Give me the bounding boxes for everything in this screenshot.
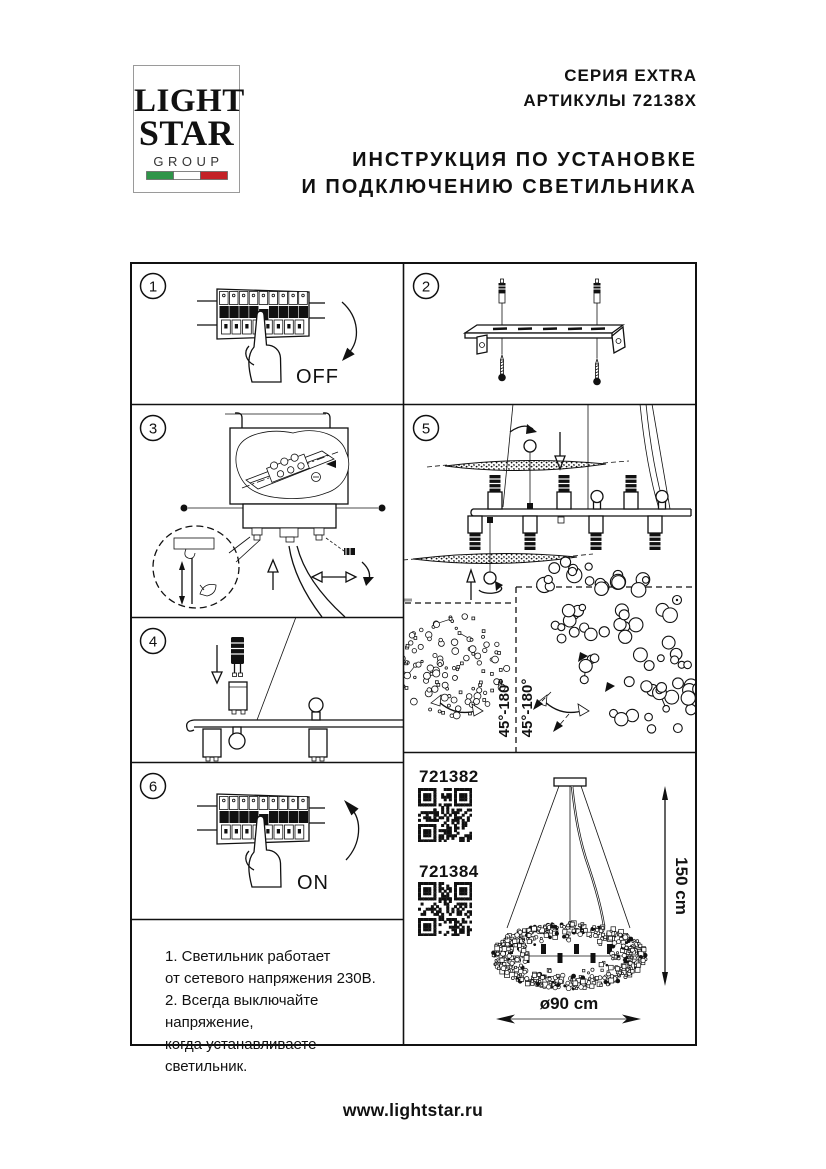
down-arrow-icon — [212, 645, 222, 683]
articles-title: АРТИКУЛЫ 72138X — [523, 91, 697, 110]
step4-panel — [130, 617, 403, 762]
crystal-pattern-full — [403, 614, 510, 719]
step-number-badge — [141, 774, 166, 799]
slide-arrows-icon — [312, 572, 356, 582]
crystal-pattern-zoom — [537, 557, 697, 734]
wall-anchor-icon — [499, 279, 601, 358]
arrow-down-icon — [342, 302, 356, 361]
cable-adjust-detail — [153, 526, 239, 608]
step2-illustration — [403, 262, 697, 404]
screw-icon — [498, 355, 601, 385]
series-title: СЕРИЯ EXTRA — [564, 66, 697, 85]
step-number-badge — [414, 416, 439, 441]
step-number-badge — [414, 274, 439, 299]
lightstar-logo — [133, 65, 245, 193]
logo-word-light: LIGHT — [134, 83, 245, 119]
logo-word-star: STAR — [138, 113, 235, 153]
note-line3: 2. Всегда выключайте напряжение, — [165, 992, 319, 1031]
angle-label-left: 45°-180° — [496, 678, 513, 738]
svg-text:5: 5 — [421, 420, 431, 438]
safety-notes — [130, 919, 403, 1075]
off-label: OFF — [296, 366, 339, 388]
note-line2: от сетевого напряжения 230В. — [165, 970, 376, 987]
step6-panel — [130, 762, 403, 919]
mounting-bracket-icon — [465, 325, 625, 354]
website-url: www.lightstar.ru — [342, 1100, 484, 1120]
article-number-1: 721382 — [419, 767, 479, 786]
qr-code-721384 — [418, 882, 472, 936]
rotate-arrow-icon — [362, 562, 374, 586]
socket-icon — [229, 682, 247, 714]
svg-text:6: 6 — [148, 778, 158, 796]
terminal-block-detail — [236, 431, 349, 499]
svg-text:2: 2 — [421, 278, 431, 296]
logo-word-group: GROUP — [153, 154, 224, 169]
italian-flag-stripe — [146, 171, 228, 180]
crystal-disc-top — [427, 460, 629, 470]
product-panel — [403, 752, 697, 1046]
svg-text:4: 4 — [148, 633, 158, 651]
step6-illustration — [130, 762, 403, 919]
article-number-2: 721384 — [419, 862, 479, 881]
step-number-badge — [141, 629, 166, 654]
step2-panel — [403, 262, 697, 404]
step5-illustration — [403, 404, 697, 752]
chandelier-drawing — [491, 778, 647, 991]
doc-title-line2: И ПОДКЛЮЧЕНИЮ СВЕТИЛЬНИКА — [301, 176, 697, 198]
step4-illustration — [130, 617, 403, 762]
angle-label-right: 45°-180° — [519, 678, 536, 738]
step-number-badge — [141, 274, 166, 299]
instruction-grid — [130, 262, 697, 1075]
on-label: ON — [297, 872, 329, 894]
canopy-icon — [181, 504, 386, 542]
arrow-up-icon — [344, 800, 359, 860]
step1-panel — [130, 262, 403, 404]
under-sockets-icon — [203, 729, 327, 761]
step3-illustration — [130, 404, 403, 617]
diameter-dimension — [496, 1015, 641, 1024]
step1-illustration — [130, 262, 403, 404]
suspension-cables-icon — [503, 404, 670, 509]
step3-panel — [130, 404, 403, 617]
qr-code-721382 — [418, 788, 472, 842]
step5-panel — [403, 404, 697, 752]
up-arrow-icon — [268, 560, 278, 590]
height-dimension — [662, 786, 668, 986]
svg-text:1: 1 — [148, 278, 158, 296]
ceiling-hooks-icon — [225, 413, 330, 428]
g9-bulbs-row — [468, 475, 668, 550]
svg-text:3: 3 — [148, 420, 158, 438]
note-line4: когда устанавливаете светильник. — [165, 1036, 317, 1075]
set-screw-icon — [326, 538, 355, 555]
height-label: 150 cm — [672, 857, 691, 915]
step-number-badge — [141, 416, 166, 441]
doc-title-line1: ИНСТРУКЦИЯ ПО УСТАНОВКЕ — [352, 149, 697, 171]
diameter-label: ø90 cm — [539, 994, 599, 1013]
note-line1: 1. Светильник работает — [165, 948, 331, 965]
g9-bulb-icon — [231, 637, 244, 677]
